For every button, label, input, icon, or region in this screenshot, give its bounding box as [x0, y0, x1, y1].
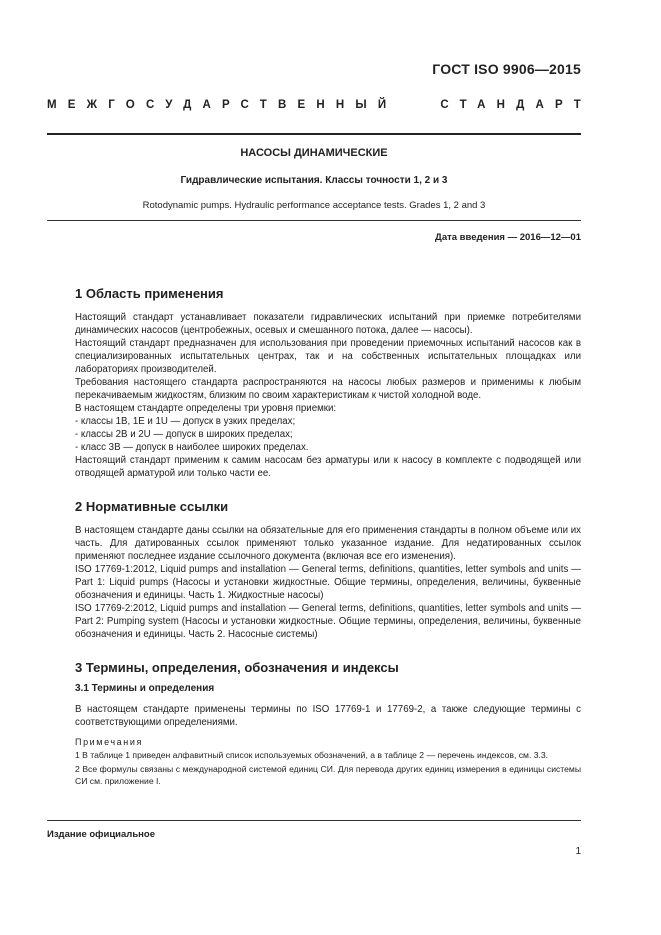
document-title: НАСОСЫ ДИНАМИЧЕСКИЕ — [240, 147, 388, 159]
list-item: - классы 2B и 2U — допуск в широких пределах; — [75, 429, 293, 440]
section-1-paragraph: Настоящий стандарт применим к самим насосам без арматуры или к насосу в комплекте с подводящей или отводящей арматурой или только части ее. — [75, 455, 581, 479]
standard-word-standard: СТАНДАРТ — [440, 99, 592, 111]
section-1-paragraph: Требования настоящего стандарта распространяются на насосы любых размеров и применимы к любым перекачиваемым жидкостям, близким по своим характеристикам к чистой холодной воде. — [75, 377, 581, 401]
standard-type-heading — [47, 99, 592, 111]
note-item: 2 Все формулы связаны с международной системой единиц СИ. Для перевода других единиц измерения в единицы системы СИ см. приложение I. — [75, 764, 581, 786]
note-item: 1 В таблице 1 приведен алфавитный список используемых обозначений, а в таблице 2 — перечень индексов, см. 3.3. — [75, 750, 549, 760]
section-2-paragraph: ISO 17769-2:2012, Liquid pumps and installation — General terms, definitions, quantities, letter symbols and units — Part 2: Pumping system (Насосы и установки жидкостные. Общие термины, определения, величины, буквенные обозначения и единицы. Часть 2. Насосные системы) — [75, 603, 581, 640]
title-divider — [47, 220, 581, 221]
page-number: 1 — [575, 846, 581, 857]
document-title-english: Rotodynamic pumps. Hydraulic performance acceptance tests. Grades 1, 2 and 3 — [142, 200, 486, 211]
list-item: - классы 1B, 1E и 1U — допуск в узких пределах; — [75, 416, 296, 427]
section-1-title: 1 Область применения — [75, 286, 224, 301]
notes-heading: Примечания — [75, 737, 143, 747]
section-1-paragraph: Настоящий стандарт устанавливает показатели гидравлических испытаний при приемке потребителями динамических насосов (центробежных, осевых и смешанного потока, далее — насосы). — [75, 312, 581, 336]
document-subtitle: Гидравлические испытания. Классы точности 1, 2 и 3 — [180, 175, 448, 186]
list-item: - класс 3B — допуск в наиболее широких пределах. — [75, 442, 309, 453]
section-3-title: 3 Термины, определения, обозначения и индексы — [75, 660, 399, 675]
section-1-paragraph: Настоящий стандарт предназначен для использования при проведении приемочных испытаний насосов как в специализированных испытательных центрах, так и на собственных испытательных площадках или лабораториях производителей. — [75, 338, 581, 375]
section-2-paragraph: В настоящем стандарте даны ссылки на обязательные для его применения стандарты в полном объеме или их часть. Для датированных ссылок применяют только указанное издание. Для недатированных ссылок применяют последнее издание ссылочного документа (включая все его изменения). — [75, 525, 581, 562]
standard-word-interstate: МЕЖГОСУДАРСТВЕННЫЙ — [47, 99, 398, 111]
document-code: ГОСТ ISO 9906—2015 — [432, 61, 581, 77]
header-divider — [47, 133, 581, 135]
section-2-title: 2 Нормативные ссылки — [75, 499, 229, 514]
official-edition-label: Издание официальное — [47, 829, 155, 840]
document-body — [75, 286, 581, 787]
introduction-date: Дата введения — 2016—12—01 — [435, 232, 581, 243]
subsection-3-1-title: 3.1 Термины и определения — [75, 683, 215, 694]
section-1-paragraph: В настоящем стандарте определены три уровня приемки: — [75, 403, 337, 414]
footer-divider — [47, 820, 581, 821]
section-3-paragraph: В настоящем стандарте применены термины по ISO 17769-1 и 17769-2, а также следующие термины с соответствующими определениями. — [75, 704, 581, 728]
section-2-paragraph: ISO 17769-1:2012, Liquid pumps and installation — General terms, definitions, quantities, letter symbols and units — Part 1: Liquid pumps (Насосы и установки жидкостные. Общие термины, определения, величины, буквенные обозначения и единицы. Часть 1. Жидкостные насосы) — [75, 564, 581, 601]
